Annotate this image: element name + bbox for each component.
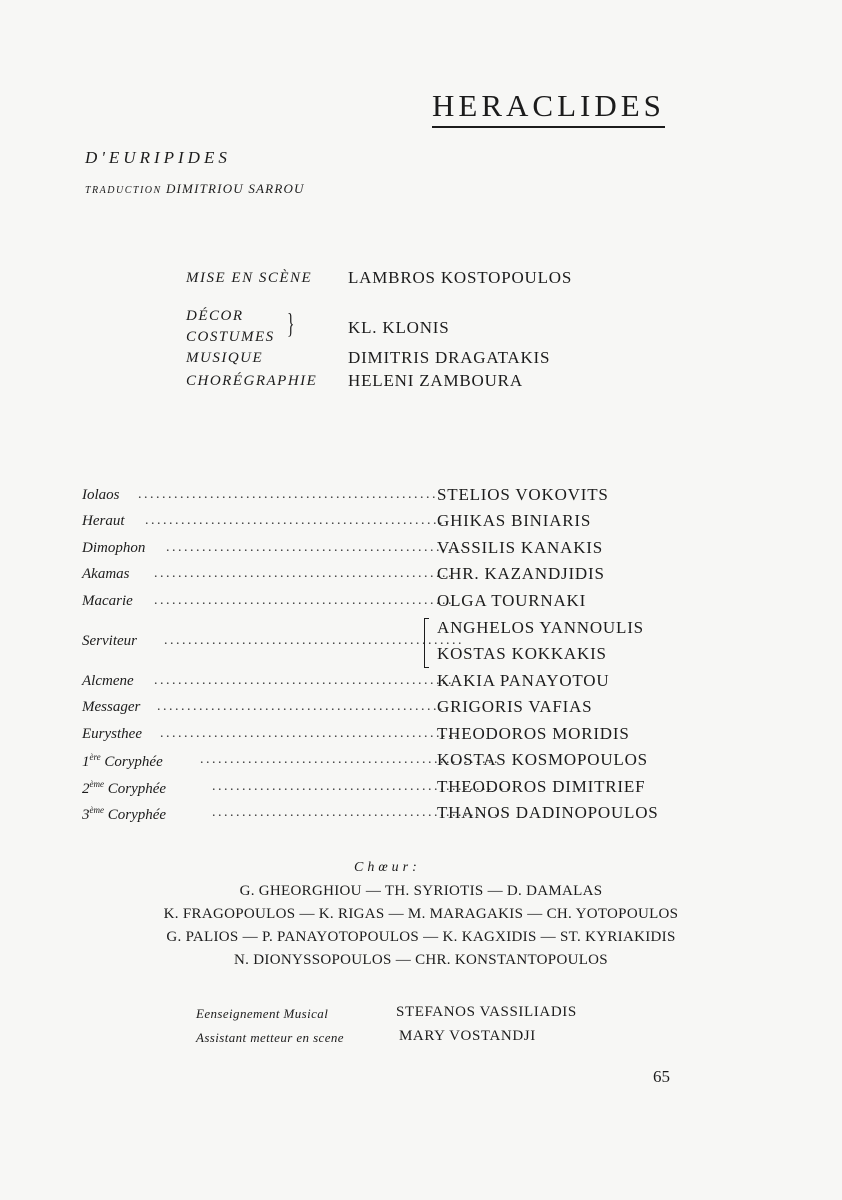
credit-brace: } (287, 309, 295, 340)
cast-role: Alcmene (82, 673, 134, 689)
role-ordinal: ème (89, 805, 104, 815)
chorus-line: G. GHEORGHIOU — TH. SYRIOTIS — D. DAMALAS (239, 883, 603, 899)
cast-role: Akamas (82, 566, 130, 582)
costumes-label: COSTUMES (186, 329, 275, 345)
cast-role (82, 805, 166, 824)
musique-value: DIMITRIS DRAGATAKIS (348, 348, 551, 367)
author: D'EURIPIDES (85, 148, 231, 167)
leader-dots: .................................................. (160, 726, 460, 741)
cast-actor: THANOS DADINOPOULOS (437, 803, 659, 822)
role-name: Coryphée (104, 781, 167, 797)
cast-role: Dimophon (82, 540, 146, 556)
leader-dots: .................................................. (154, 673, 454, 688)
cast-role: Iolaos (82, 487, 120, 503)
music-teacher-value: STEFANOS VASSILIADIS (396, 1004, 577, 1020)
role-number: 2 (82, 781, 90, 797)
leader-dots: .................................................. (138, 487, 438, 502)
serviteur-bracket (424, 618, 429, 668)
cast-actor: STELIOS VOKOVITS (437, 485, 609, 504)
leader-dots: .................................................. (164, 633, 464, 648)
mise-en-scene-label: MISE EN SCÈNE (186, 270, 313, 286)
chorus-line: N. DIONYSSOPOULOS — CHR. KONSTANTOPOULOS (234, 952, 608, 968)
leader-dots: .................................................. (200, 752, 500, 767)
cast-role: Serviteur (82, 633, 137, 649)
cast-role: Heraut (82, 513, 125, 529)
leader-dots: .................................................. (157, 699, 457, 714)
decor-value: KL. KLONIS (348, 318, 450, 337)
translator-name: DIMITRIOU SARROU (165, 181, 305, 196)
role-ordinal: ème (89, 779, 104, 789)
leader-dots: .................................................. (154, 566, 454, 581)
chorus-title: Chœur: (354, 860, 421, 875)
role-number: 1 (82, 754, 90, 770)
leader-dots: .................................................. (145, 513, 445, 528)
cast-role: Eurysthee (82, 726, 142, 742)
role-number: 3 (82, 807, 90, 823)
leader-dots: .................................................. (212, 805, 512, 820)
assistant-director-label: Assistant metteur en scene (196, 1030, 344, 1045)
assistant-director-value: MARY VOSTANDJI (399, 1028, 536, 1044)
cast-actor: CHR. KAZANDJIDIS (437, 564, 605, 583)
page-number: 65 (653, 1067, 670, 1086)
cast-actor: KOSTAS KOSMOPOULOS (437, 750, 648, 769)
cast-role: Macarie (82, 593, 133, 609)
cast-actor: KAKIA PANAYOTOU (437, 671, 610, 690)
leader-dots: .................................................. (212, 779, 512, 794)
cast-actor: GRIGORIS VAFIAS (437, 697, 593, 716)
cast-actor: GHIKAS BINIARIS (437, 511, 592, 530)
mise-en-scene-value: LAMBROS KOSTOPOULOS (348, 268, 573, 287)
cast-actor: VASSILIS KANAKIS (437, 538, 603, 557)
chorus-line: G. PALIOS — P. PANAYOTOPOULOS — K. KAGXIDIS — ST. KYRIAKIDIS (166, 929, 676, 945)
cast-actor: ANGHELOS YANNOULIS (437, 618, 644, 637)
leader-dots: .................................................. (166, 540, 466, 555)
cast-actor: THEODOROS DIMITRIEF (437, 777, 646, 796)
role-ordinal: ère (89, 752, 101, 762)
choregraphie-label: CHORÉGRAPHIE (186, 373, 318, 389)
decor-label: DÉCOR (186, 308, 244, 324)
role-name: Coryphée (100, 754, 163, 770)
cast-role (82, 752, 163, 771)
chorus-line: K. FRAGOPOULOS — K. RIGAS — M. MARAGAKIS — CH. YOTOPOULOS (163, 906, 679, 922)
cast-actor: OLGA TOURNAKI (437, 591, 587, 610)
translation-label: TRADUCTION (85, 185, 162, 196)
cast-role (82, 779, 166, 798)
cast-actor-secondary: KOSTAS KOKKAKIS (437, 644, 607, 663)
music-teacher-label: Eenseignement Musical (196, 1006, 329, 1021)
leader-dots: .................................................. (154, 593, 454, 608)
cast-actor: THEODOROS MORIDIS (437, 724, 630, 743)
choregraphie-value: HELENI ZAMBOURA (348, 371, 523, 390)
play-title: HERACLIDES (432, 88, 665, 128)
cast-role: Messager (82, 699, 141, 715)
translation-credit (85, 181, 305, 197)
musique-label: MUSIQUE (186, 350, 264, 366)
role-name: Coryphée (104, 807, 167, 823)
